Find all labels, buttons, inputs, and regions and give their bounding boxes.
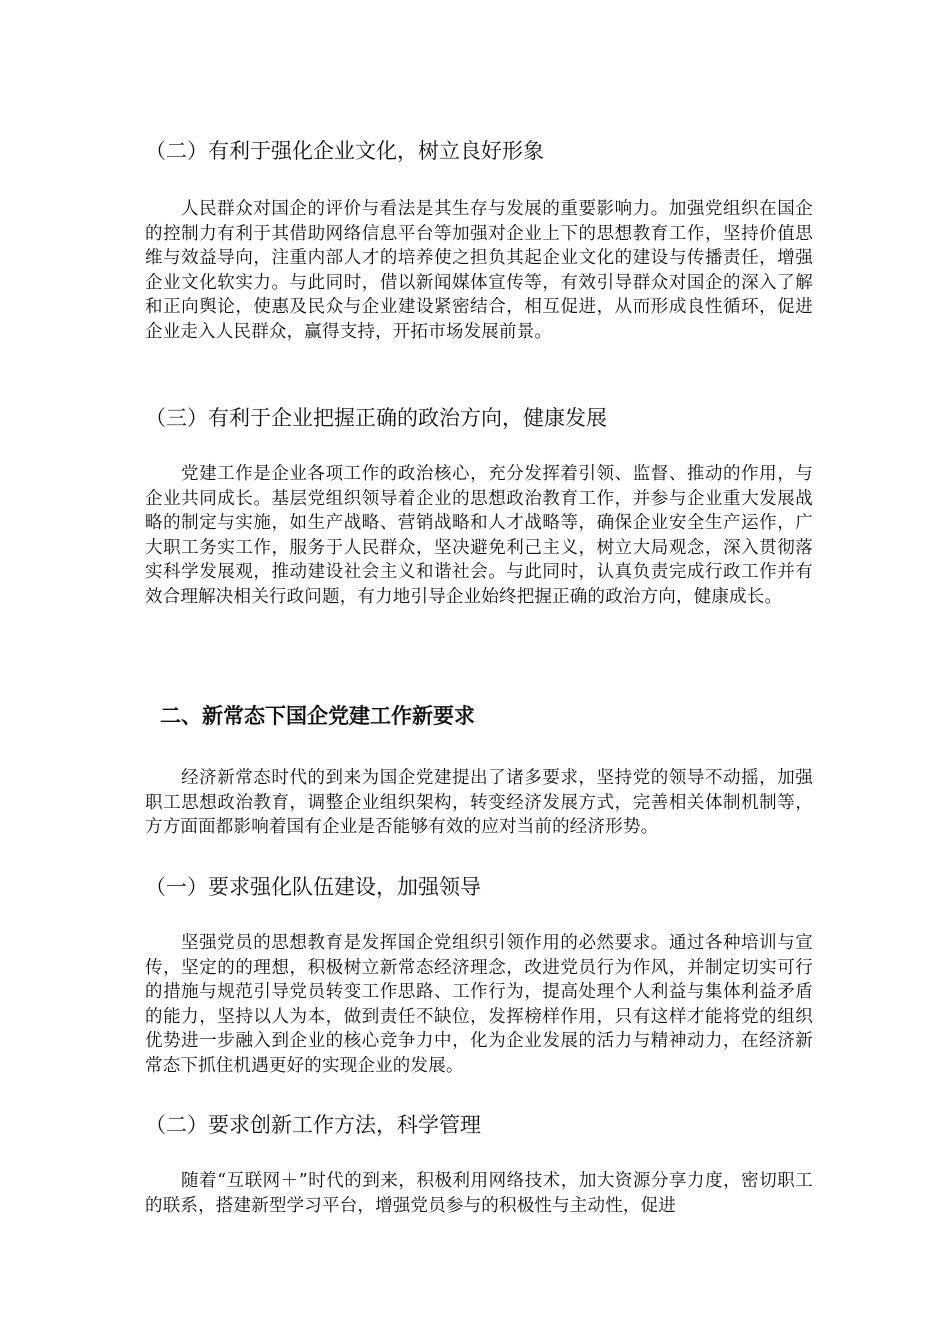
major-heading-new-requirements: 二、新常态下国企党建工作新要求: [160, 704, 475, 728]
section-heading-culture: （二）有利于强化企业文化，树立良好形象: [145, 139, 544, 163]
paragraph-political-direction: 党建工作是企业各项工作的政治核心，充分发挥着引领、监督、推动的作用，与企业共同成长。基层党组织领导着企业的思想政治教育工作，并参与企业重大发展战略的制定与实施，如生产战略、营销战略和人才战略等，确保企业安全生产运作，广大职工务实工作，服务于人民群众，坚决避免利己主义，树立大局观念，深入贯彻落实科学发展观，推动建设社会主义和谐社会。与此同时，认真负责完成行政工作并有效合理解决相关行政问题，有力地引导企业始终把握正确的政治方向，健康成长。: [145, 464, 813, 607]
paragraph-team-building: 坚强党员的思想教育是发挥国企党组织引领作用的必然要求。通过各种培训与宣传，坚定的的理想，积极树立新常态经济理念，改进党员行为作风，并制定切实可行的措施与规范引导党员转变工作思路、工作行为，提高处理个人利益与集体利益矛盾的能力，坚持以人为本，做到责任不缺位，发挥榜样作用，只有这样才能将党的组织优势进一步融入到企业的核心竞争力中，化为企业发展的活力与精神动力，在经济新常态下抓住机遇更好的实现企业的发展。: [145, 933, 813, 1076]
paragraph-innovation: 随着“互联网＋”时代的到来，积极利用网络技术，加大资源分享力度，密切职工的联系，搭建新型学习平台，增强党员参与的积极性与主动性，促进: [145, 1171, 813, 1216]
section-heading-innovation: （二）要求创新工作方法，科学管理: [145, 1113, 481, 1137]
section-heading-team-building: （一）要求强化队伍建设，加强领导: [145, 875, 481, 899]
paragraph-culture: 人民群众对国企的评价与看法是其生存与发展的重要影响力。加强党组织在国企的控制力有利于其借助网络信息平台等加强对企业上下的思想教育工作，坚持价值思维与效益导向，注重内部人才的培养使之担负其起企业文化的建设与传播责任，增强企业文化软实力。与此同时，借以新闻媒体宣传等，有效引导群众对国企的深入了解和正向舆论，使惠及民众与企业建设紧密结合，相互促进，从而形成良性循环，促进企业走入人民群众，赢得支持，开拓市场发展前景。: [145, 199, 813, 342]
paragraph-new-requirements: 经济新常态时代的到来为国企党建提出了诸多要求，坚持党的领导不动摇，加强职工思想政治教育，调整企业组织架构，转变经济发展方式，完善相关体制机制等，方方面面都影响着国有企业是否能够有效的应对当前的经济形势。: [145, 768, 813, 837]
section-heading-political-direction: （三）有利于企业把握正确的政治方向，健康发展: [145, 406, 607, 430]
